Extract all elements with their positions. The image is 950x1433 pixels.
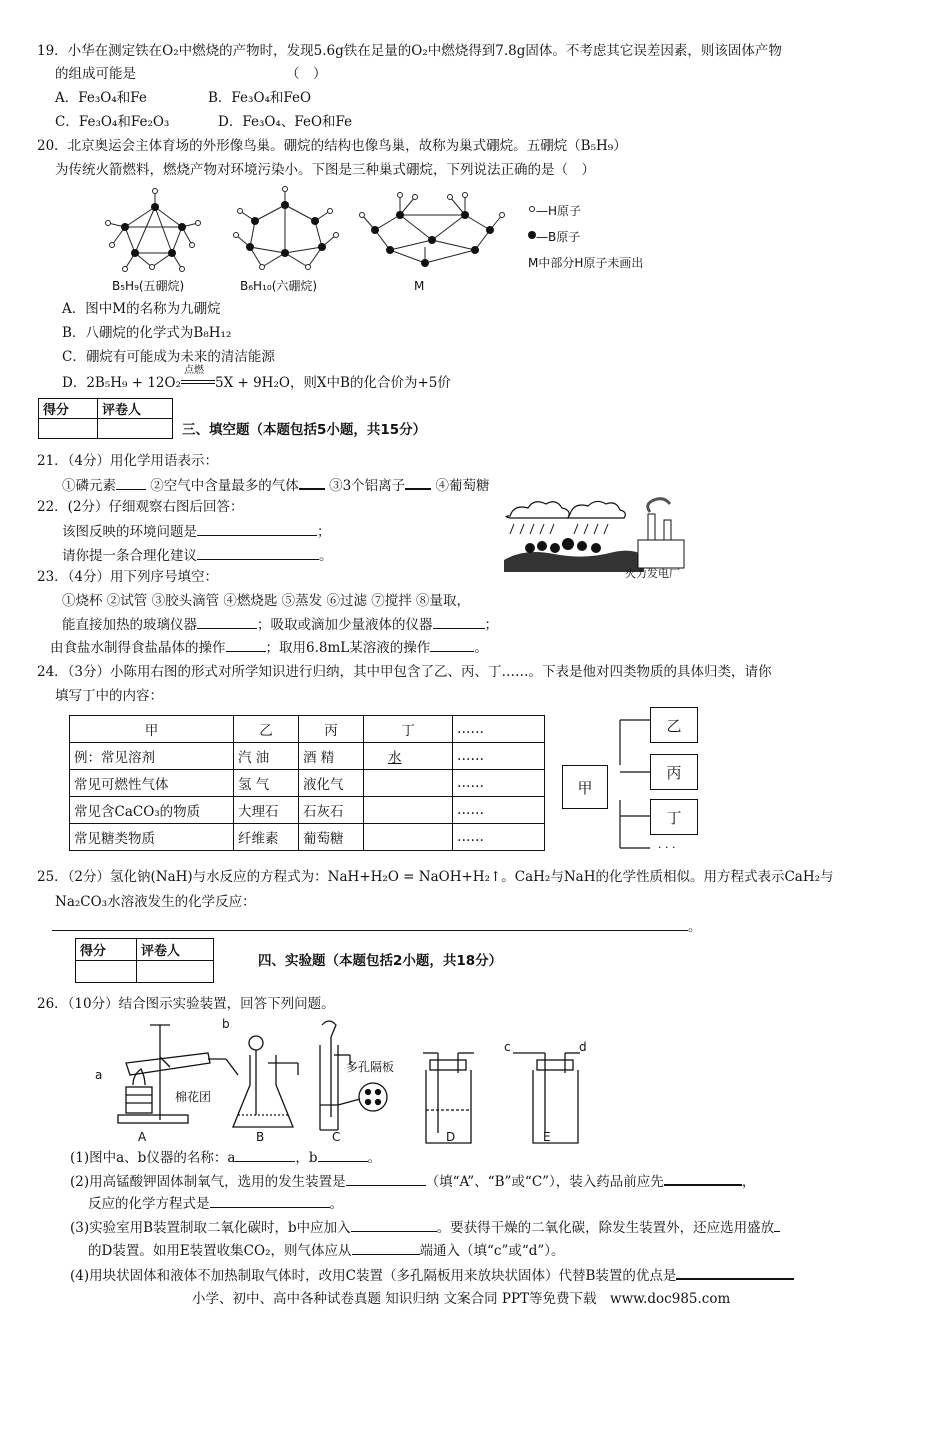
q26-blank-equation[interactable]: [210, 1194, 330, 1208]
label-a: a: [95, 1068, 103, 1082]
q20-option-a: A．图中M的名称为九硼烷: [62, 301, 221, 317]
q26-blank-device[interactable]: [346, 1172, 426, 1186]
grader-label: 评卷人: [98, 399, 173, 419]
q26-sub4-text: (4)用块状固体和液体不加热制取气体时，改用C装置（多孔隔板用来放块状固体）代替B装置的优点是: [70, 1268, 677, 1284]
score-box-1: [38, 398, 173, 439]
classification-table: [69, 715, 545, 851]
q22-line1: 22．(2分）仔细观察右图后回答：: [37, 499, 244, 515]
row-yi: 汽 油: [234, 743, 299, 770]
q21-blank2[interactable]: [299, 475, 325, 490]
row-bing: 石灰石: [299, 797, 364, 824]
q20-option-d-post: 5X + 9H₂O，则X中B的化合价为+5价: [214, 375, 451, 391]
q26-sub1-b: ，b: [295, 1150, 318, 1166]
q26-sub3-b: 。要获得干燥的二氧化碳，除发生装置外，还应选用盛放: [436, 1220, 775, 1236]
grader-cell[interactable]: [137, 961, 214, 983]
row-category: 常见糖类物质: [70, 824, 234, 851]
row-yi: 纤维素: [234, 824, 299, 851]
apparatus-B-label: B: [256, 1130, 265, 1144]
q26-blank-b[interactable]: [318, 1148, 368, 1162]
b5h9-label: B₅H₉(五硼烷): [112, 279, 185, 293]
q26-blank-advantage[interactable]: [676, 1265, 794, 1280]
score-cell[interactable]: [76, 961, 137, 983]
label-d: d: [579, 1040, 587, 1054]
q23-blank1[interactable]: [197, 615, 257, 629]
q26-sub4: [70, 1265, 794, 1285]
q23-period: 。: [474, 640, 488, 656]
q23-blank4[interactable]: [430, 638, 474, 652]
q20-line2: 为传统火箭燃料，燃烧产物对环境污染小。下图是三种巢式硼烷，下列说法正确的是（ ）: [55, 162, 595, 178]
q26-sub3-c: 的D装置。如用E装置收集CO₂，则气体应从: [88, 1243, 352, 1259]
grader-cell[interactable]: [98, 419, 173, 439]
porous-plate-label: 多孔隔板: [346, 1060, 395, 1074]
q24-line2: 填写丁中的内容：: [55, 688, 163, 704]
section-3-title: 三、填空题（本题包括5小题，共15分）: [182, 422, 427, 438]
q21-part3: ③3个铝离子: [329, 478, 406, 494]
q23-heatable-label: 能直接加热的玻璃仪器: [62, 617, 197, 633]
header-bing: 丙: [299, 716, 364, 743]
apparatus-E-label: E: [543, 1130, 551, 1144]
q20-option-d-pre: D．2B₅H₉ + 12O₂: [62, 375, 181, 391]
q19-option-a: A．Fe₃O₄和Fe: [55, 90, 147, 106]
q20-option-d: [62, 365, 451, 392]
q26-sub2-b: （填“A”、“B”或“C”），装入药品前应先: [425, 1174, 664, 1190]
q25-line2: Na₂CO₃水溶液发生的化学反应：: [55, 894, 256, 910]
table-row: [70, 797, 545, 824]
header-more: ……: [453, 716, 545, 743]
row-bing: 液化气: [299, 770, 364, 797]
row-ding-blank[interactable]: [364, 770, 453, 797]
apparatus-A-label: A: [138, 1130, 147, 1144]
q20-line1: 20．北京奥运会主体育场的外形像鸟巢。硼烷的结构也像鸟巢，故称为巢式硼烷。五硼烷（B₅H₉）: [37, 138, 627, 154]
q24-line1: 24．（3分）小陈用右图的形式对所学知识进行归纳，其中甲包含了乙、丙、丁……。下表是他对四类物质的具体归类，请你: [37, 664, 772, 680]
q25-answer-line[interactable]: [52, 917, 702, 936]
q21-part2: ②空气中含量最多的气体: [150, 478, 299, 494]
row-more: ……: [453, 824, 545, 851]
table-row: [70, 770, 545, 797]
table-header-row: [70, 716, 545, 743]
page-footer: 小学、初中、高中各种试卷真题 知识归纳 文案合同 PPT等免费下载 www.doc985.com: [192, 1291, 731, 1307]
q19-line1: 19．小华在测定铁在O₂中燃烧的产物时，发现5.6g铁在足量的O₂中燃烧得到7.8g固体。不考虑其它误差因素，则该固体产物: [37, 43, 782, 59]
apparatus-D-label: D: [446, 1130, 456, 1144]
power-plant-caption: 火力发电厂: [625, 567, 680, 580]
legend-note: M中部分H原子未画出: [528, 256, 644, 270]
table-row: [70, 743, 545, 770]
q23-crystal-label: 由食盐水制得食盐晶体的操作: [50, 640, 226, 656]
label-c: c: [504, 1040, 511, 1054]
grader-label: 评卷人: [137, 939, 214, 961]
row-yi: 大理石: [234, 797, 299, 824]
row-more: ……: [453, 770, 545, 797]
row-ding-blank[interactable]: [364, 824, 453, 851]
q21-blank1[interactable]: [116, 476, 146, 490]
q26-sub3: [70, 1218, 780, 1237]
row-category: 例：常见溶剂: [70, 743, 234, 770]
q19-bracket: （ ）: [286, 66, 327, 82]
row-bing: 酒 精: [299, 743, 364, 770]
q22-blank2[interactable]: [197, 546, 319, 560]
score-label: 得分: [76, 939, 137, 961]
q26-sub2: (2)用高锰酸钾固体制氧气，选用的发生装置是 （填“A”、“B”或“C”），装入药品前应先 ，: [70, 1171, 755, 1191]
q26-sub1-text: (1)图中a、b仪器的名称：a: [70, 1150, 236, 1166]
q21-part4: ④葡萄糖: [435, 478, 490, 494]
row-category: 常见可燃性气体: [70, 770, 234, 797]
b6h10-label: B₆H₁₀(六硼烷): [240, 279, 318, 293]
score-label: 得分: [39, 399, 98, 419]
svg-text:· · ·: · · ·: [658, 841, 676, 854]
lab-apparatus-figure: [88, 1015, 598, 1145]
q25-period: 。: [688, 919, 702, 935]
q23-semicolon: ；: [484, 617, 498, 633]
q19-option-c: C．Fe₃O₄和Fe₂O₃: [55, 114, 170, 130]
q21-line2: [62, 475, 489, 495]
q22-suggestion-label: 请你提一条合理化建议: [62, 548, 197, 564]
q19-stem: 的组成可能是: [55, 66, 136, 82]
diagram-root-jia: 甲: [562, 765, 608, 809]
q23-blank3[interactable]: [226, 638, 266, 652]
q23-line1: 23．（4分）用下列序号填空：: [37, 569, 219, 585]
diagram-node-ding: 丁: [650, 799, 698, 835]
q26-sub2-line2: 反应的化学方程式是 。: [88, 1196, 343, 1212]
q21-blank3[interactable]: [405, 475, 431, 490]
q23-line2: ①烧杯 ②试管 ③胶头滴管 ④燃烧匙 ⑤蒸发 ⑥过滤 ⑦搅拌 ⑧量取，: [62, 593, 471, 609]
header-yi: 乙: [234, 716, 299, 743]
row-more: ……: [453, 743, 545, 770]
q26-sub1: (1)图中a、b仪器的名称：a ，b 。: [70, 1150, 382, 1166]
q23-dropper-label: ；吸取或滴加少量液体的仪器: [257, 617, 433, 633]
cotton-label: 棉花团: [175, 1090, 212, 1104]
row-more: ……: [453, 797, 545, 824]
q26-blank-a[interactable]: [235, 1148, 295, 1162]
q26-sub3-line2: [88, 1241, 565, 1260]
q26-equation-label: 反应的化学方程式是: [88, 1196, 210, 1212]
m-label: M: [414, 279, 425, 293]
legend-h-atom: —H原子: [536, 204, 582, 218]
q20-option-b: B．八硼烷的化学式为B₈H₁₂: [62, 325, 232, 341]
q19-line2: [55, 65, 327, 83]
ignite-condition: 点燃: [183, 365, 204, 376]
q26-blank-reagent[interactable]: [351, 1218, 437, 1232]
table-row: [70, 824, 545, 851]
row-yi: 氢 气: [234, 770, 299, 797]
borane-structures-figure: [100, 185, 700, 297]
q21-part1: ①磷元素: [62, 478, 116, 494]
q22-line3: 请你提一条合理化建议 。: [62, 548, 333, 564]
q19-option-d: D．Fe₃O₄、FeO和Fe: [218, 114, 353, 130]
diagram-node-bing: 丙: [650, 754, 698, 790]
legend-b-atom: —B原子: [536, 230, 581, 244]
q26-sub2-text: (2)用高锰酸钾固体制氧气，选用的发生装置是: [70, 1174, 346, 1190]
row-category: 常见含CaCO₃的物质: [70, 797, 234, 824]
q22-blank1[interactable]: [197, 522, 317, 536]
score-cell[interactable]: [39, 419, 98, 439]
row-ding-answer: 水: [388, 750, 402, 766]
label-b-funnel: b: [222, 1017, 230, 1031]
q22-line2: 该图反映的环境问题是 ；: [62, 524, 331, 540]
header-ding: 丁: [364, 716, 453, 743]
q26-blank-dry[interactable]: [774, 1218, 780, 1232]
q19-option-b: B．Fe₃O₄和FeO: [208, 90, 312, 106]
header-jia: 甲: [70, 716, 234, 743]
q25-blank[interactable]: [52, 917, 688, 931]
q23-blank2[interactable]: [433, 615, 485, 629]
diagram-node-yi: 乙: [650, 707, 698, 743]
q26-blank-inlet[interactable]: [352, 1241, 420, 1255]
q23-line4: [50, 638, 488, 657]
q23-measure-label: ；取用6.8mL某溶液的操作: [265, 640, 431, 656]
section-4-title: 四、实验题（本题包括2小题，共18分）: [258, 953, 503, 969]
q26-line1: 26．（10分）结合图示实验装置，回答下列问题。: [37, 996, 335, 1012]
row-bing: 葡萄糖: [299, 824, 364, 851]
q26-sub3-text: (3)实验室用B装置制取二氧化碳时，b中应加入: [70, 1220, 351, 1236]
row-ding-blank[interactable]: [364, 797, 453, 824]
q25-line1: 25．（2分）氢化钠(NaH)与水反应的方程式为：NaH+H₂O = NaOH+H₂↑。CaH₂与NaH的化学性质相似。用方程式表示CaH₂与: [37, 869, 834, 885]
q22-env-issue-label: 该图反映的环境问题是: [62, 524, 197, 540]
q21-line1: 21．（4分）用化学用语表示：: [37, 453, 219, 469]
q26-sub3-d: 端通入（填“c”或“d”）。: [419, 1243, 565, 1259]
q23-line3: [62, 615, 498, 634]
q26-blank-check[interactable]: [664, 1171, 742, 1186]
q20-option-c: C．硼烷有可能成为未来的清洁能源: [62, 349, 275, 365]
score-box-2: [75, 938, 214, 983]
apparatus-C-label: C: [332, 1130, 341, 1144]
